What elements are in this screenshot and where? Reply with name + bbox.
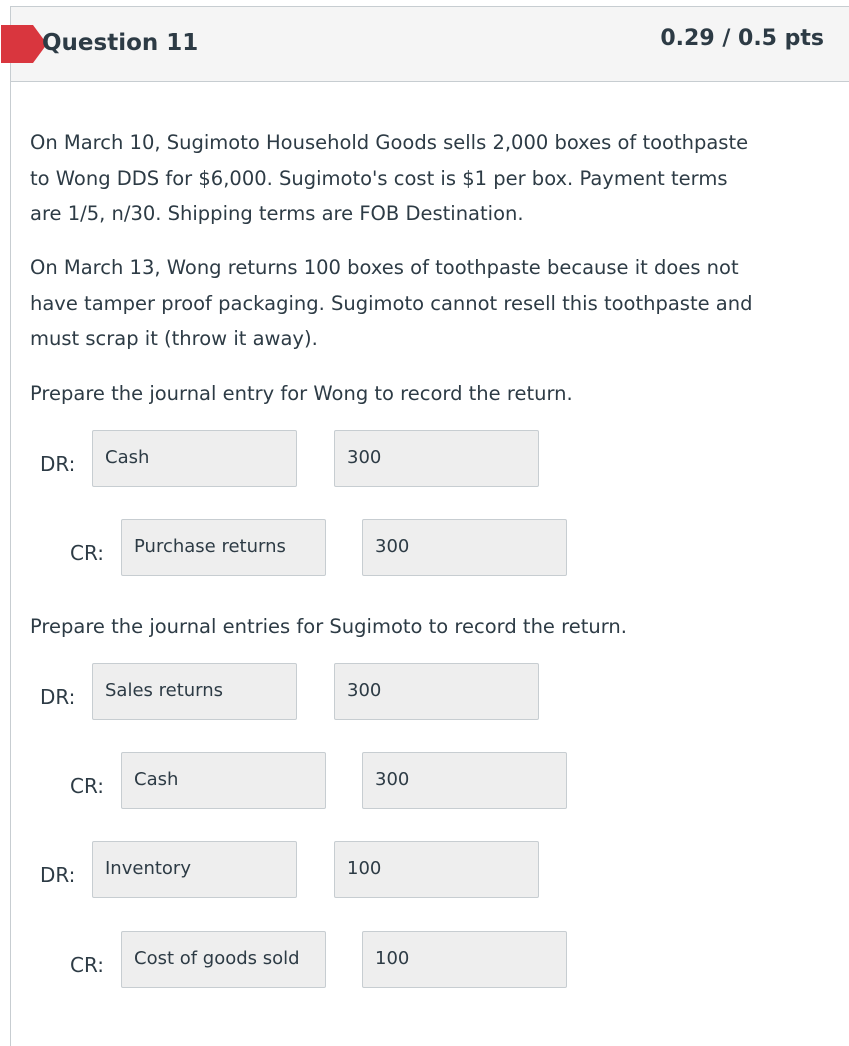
amount-field[interactable]: 100 xyxy=(362,931,567,988)
problem-paragraph-2 xyxy=(30,250,820,357)
question-points: 0.29 / 0.5 pts xyxy=(660,26,824,51)
prompt-sugimoto: Prepare the journal entries for Sugimoto to record the return. xyxy=(30,615,627,638)
entry-side-label: DR: xyxy=(40,685,76,709)
paragraph-line: On March 10, Sugimoto Household Goods sells 2,000 boxes of toothpaste xyxy=(30,131,749,154)
paragraph-line: are 1/5, n/30. Shipping terms are FOB Destination. xyxy=(30,202,524,225)
entry-side-label: CR: xyxy=(70,541,104,565)
amount-field[interactable]: 300 xyxy=(362,752,567,809)
amount-field[interactable]: 300 xyxy=(334,430,539,487)
amount-field[interactable]: 100 xyxy=(334,841,539,898)
paragraph-line: to Wong DDS for $6,000. Sugimoto's cost is $1 per box. Payment terms xyxy=(30,166,728,190)
account-field[interactable]: Purchase returns xyxy=(121,519,326,576)
question-title: Question 11 xyxy=(42,30,199,56)
amount-field[interactable]: 300 xyxy=(362,519,567,576)
entry-side-label: CR: xyxy=(70,774,104,798)
paragraph-line: On March 13, Wong returns 100 boxes of toothpaste because it does not xyxy=(30,256,739,279)
entry-side-label: DR: xyxy=(40,452,76,476)
entry-side-label: CR: xyxy=(70,953,104,977)
question-header xyxy=(11,7,849,82)
account-field[interactable]: Inventory xyxy=(92,841,297,898)
account-field[interactable]: Cash xyxy=(92,430,297,487)
entry-side-label: DR: xyxy=(40,863,76,887)
flag-icon[interactable] xyxy=(1,25,47,63)
paragraph-line: have tamper proof packaging. Sugimoto cannot resell this toothpaste and xyxy=(30,291,753,315)
amount-field[interactable]: 300 xyxy=(334,663,539,720)
account-field[interactable]: Cost of goods sold xyxy=(121,931,326,988)
problem-paragraph-1 xyxy=(30,125,820,232)
account-field[interactable]: Cash xyxy=(121,752,326,809)
account-field[interactable]: Sales returns xyxy=(92,663,297,720)
prompt-wong: Prepare the journal entry for Wong to record the return. xyxy=(30,382,573,405)
paragraph-line: must scrap it (throw it away). xyxy=(30,327,318,350)
